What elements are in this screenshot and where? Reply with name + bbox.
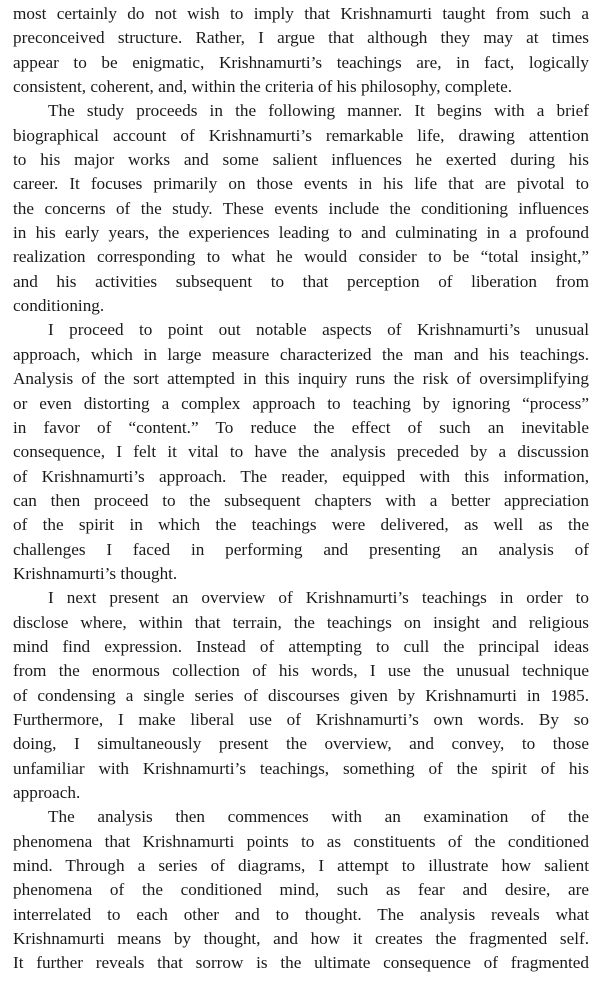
text-line: in his early years, the experiences leading to and culminating in a profound (13, 223, 589, 243)
text-line: phenomena of the conditioned mind, such as fear and desire, are (13, 880, 589, 900)
text-line: phenomena that Krishnamurti points to as constituents of the conditioned (13, 831, 589, 851)
text-line: unfamiliar with Krishnamurti’s teachings, something of the spirit of his (13, 758, 589, 778)
text-line: and his activities subsequent to that perception of liberation from (13, 271, 589, 291)
text-line: career. It focuses primarily on those events in his life that are pivotal to (13, 174, 589, 194)
text-line: preconceived structure. Rather, I argue that although they may at times (13, 28, 589, 48)
text-line: the concerns of the study. These events include the conditioning influences (13, 198, 589, 218)
text-line: approach. (13, 783, 81, 802)
text-line: mind. Through a series of diagrams, I attempt to illustrate how salient (13, 856, 589, 876)
text-line: of condensing a single series of discourses given by Krishnamurti in 1985. (13, 685, 589, 705)
body-text (13, 2, 589, 976)
text-line: consequence, I felt it vital to have the analysis preceded by a discussion (13, 442, 589, 462)
text-line: The analysis then commences with an examination of the (48, 807, 589, 827)
text-line: The study proceeds in the following manner. It begins with a brief (48, 101, 589, 121)
text-line: Krishnamurti’s thought. (13, 563, 178, 583)
text-line: interrelated to each other and to thought. The analysis reveals what (13, 904, 589, 924)
text-line: doing, I simultaneously present the overview, and convey, to those (13, 734, 589, 754)
text-line: It further reveals that sorrow is the ultimate consequence of fragmented (13, 953, 589, 973)
paragraph (13, 805, 589, 975)
text-line: I next present an overview of Krishnamurti’s teachings in order to (48, 588, 589, 608)
text-line: I proceed to point out notable aspects of Krishnamurti’s unusual (48, 320, 589, 340)
text-line: or even distorting a complex approach to teaching by ignoring “process” (13, 393, 589, 413)
paragraph (13, 2, 589, 99)
text-line: can then proceed to the subsequent chapters with a better appreciation (13, 490, 589, 510)
text-line: mind find expression. Instead of attempting to cull the principal ideas (13, 636, 589, 656)
text-line: consistent, coherent, and, within the criteria of his philosophy, complete. (13, 77, 513, 97)
paragraph (13, 99, 589, 318)
text-line: challenges I faced in performing and presenting an analysis of (13, 539, 589, 559)
text-line: of the spirit in which the teachings were delivered, as well as the (13, 515, 589, 535)
text-line: Analysis of the sort attempted in this inquiry runs the risk of oversimplifying (13, 369, 589, 389)
text-line: conditioning. (13, 296, 105, 316)
text-line: of Krishnamurti’s approach. The reader, equipped with this information, (13, 466, 589, 486)
text-line: realization corresponding to what he would consider to be “total insight,” (13, 247, 589, 267)
paragraph (13, 586, 589, 805)
text-line: approach, which in large measure characterized the man and his teachings. (13, 344, 589, 364)
text-line: Furthermore, I make liberal use of Krishnamurti’s own words. By so (13, 709, 589, 729)
text-line: Krishnamurti means by thought, and how it creates the fragmented self. (13, 929, 589, 949)
text-line: in favor of “content.” To reduce the effect of such an inevitable (13, 417, 589, 437)
text-line: biographical account of Krishnamurti’s remarkable life, drawing attention (13, 125, 589, 145)
text-line: appear to be enigmatic, Krishnamurti’s teachings are, in fact, logically (13, 52, 589, 72)
text-line: most certainly do not wish to imply that Krishnamurti taught from such a (13, 4, 589, 23)
paragraph (13, 318, 589, 586)
text-line: to his major works and some salient influences he exerted during his (13, 150, 589, 170)
text-line: from the enormous collection of his words, I use the unusual technique (13, 661, 589, 681)
text-line: disclose where, within that terrain, the teachings on insight and religious (13, 612, 589, 632)
